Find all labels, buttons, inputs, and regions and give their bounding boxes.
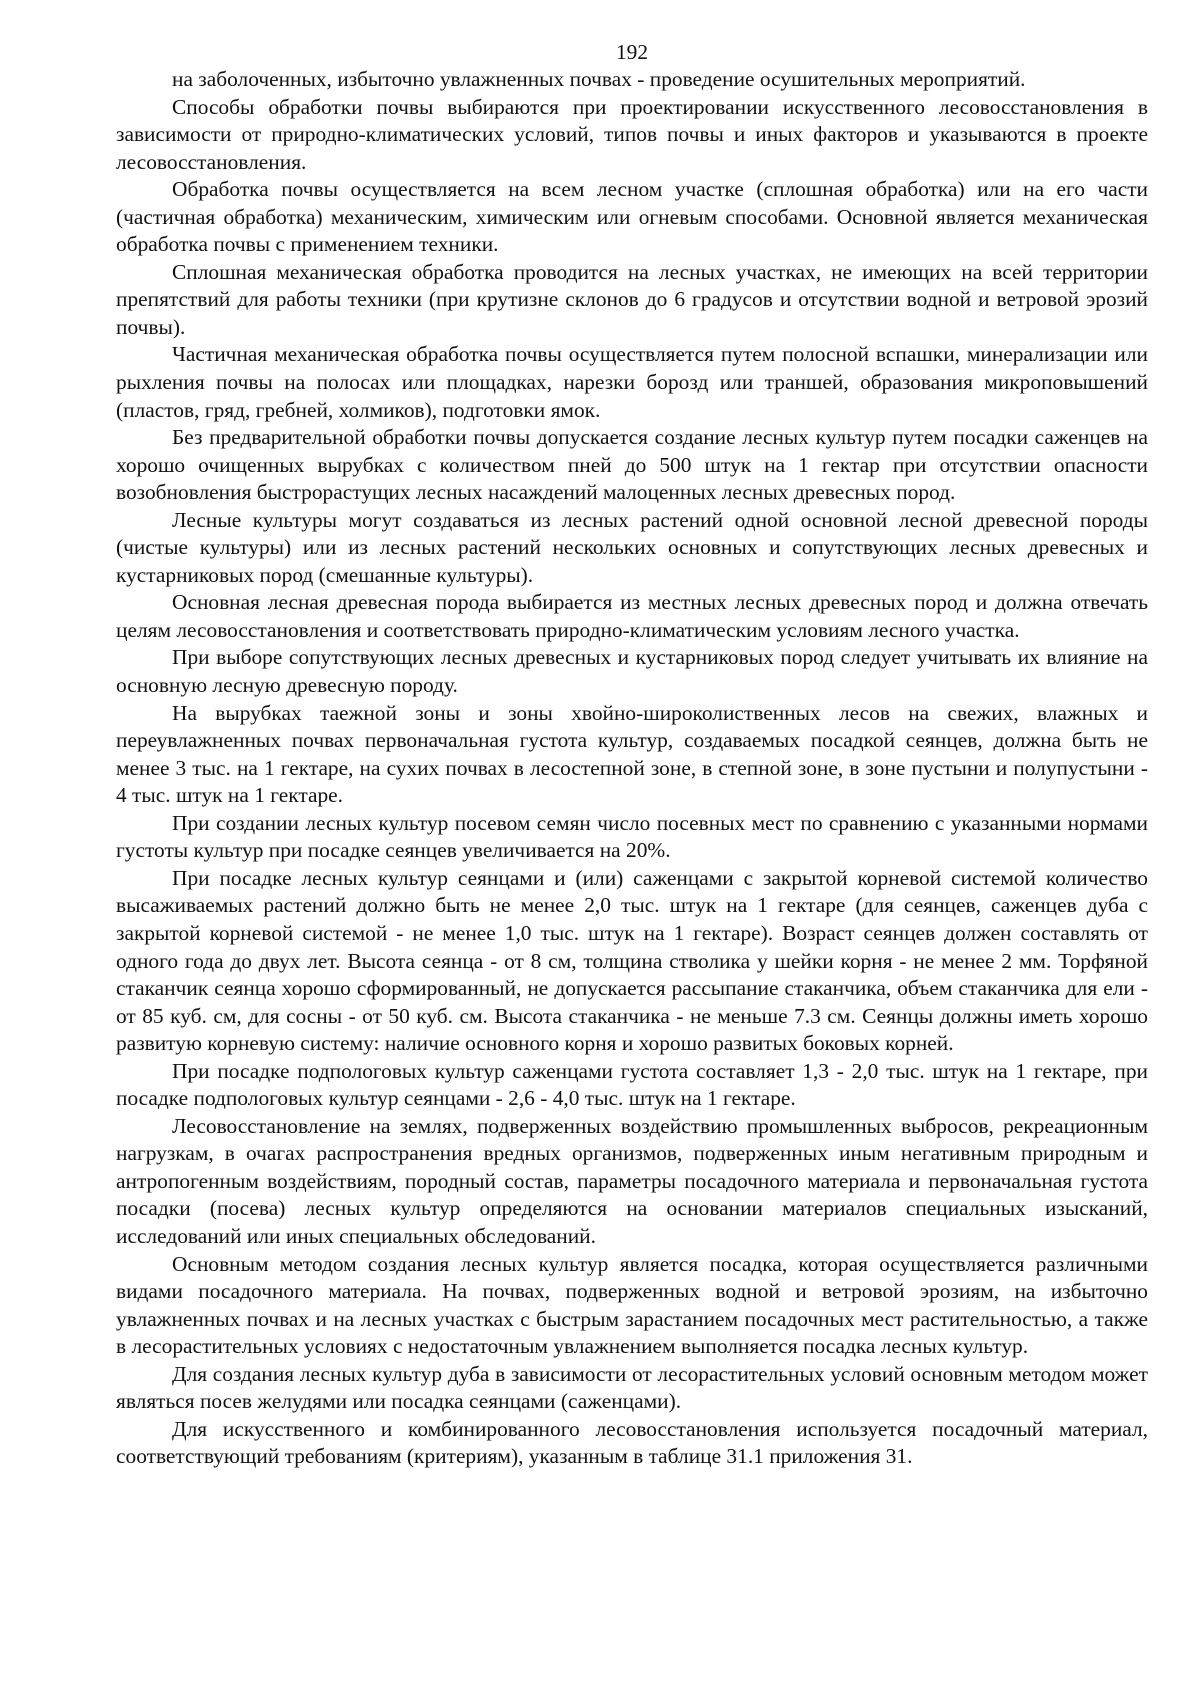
paragraph: Обработка почвы осуществляется на всем лесном участке (сплошная обработка) или на его части (частичная обработка) механическим, химическим или огневым способами. Основной является механическая обработка почвы с применением техники. (116, 177, 1148, 257)
paragraph: Для искусственного и комбинированного лесовосстановления используется посадочный материал, соответствующий требованиям (критериям), указанным в таблице 31.1 приложения 31. (116, 1416, 1148, 1469)
paragraph-continuation: на заболоченных, избыточно увлажненных почвах - проведение осушительных мероприятий. (172, 67, 1026, 91)
document-page (116, 38, 1148, 1668)
paragraph: При посадке подпологовых культур саженцами густота составляет 1,3 - 2,0 тыс. штук на 1 гектаре, при посадке подпологовых культур сеянцами - 2,6 - 4,0 тыс. штук на 1 гектаре. (116, 1058, 1148, 1111)
paragraph: Лесовосстановление на землях, подверженных воздействию промышленных выбросов, рекреационным нагрузкам, в очагах распространения вредных организмов, подверженных иным негативным природным и антропогенным воздействиям, породный состав, параметры посадочного материала и первоначальная густота посадки (посева) лесных культур определяются на основании материалов специальных изысканий, исследований или иных специальных обследований. (116, 1113, 1148, 1248)
paragraph: Основным методом создания лесных культур является посадка, которая осуществляется различными видами посадочного материала. На почвах, подверженных водной и ветровой эрозиям, на избыточно увлажненных почвах и на лесных участках с быстрым зарастанием посадочных мест растительностью, а также в лесорастительных условиях с недостаточным увлажнением выполняется посадка лесных культур. (116, 1251, 1148, 1359)
paragraph: При создании лесных культур посевом семян число посевных мест по сравнению с указанными нормами густоты культур при посадке сеянцев увеличивается на 20%. (116, 810, 1148, 863)
page-number: 192 (615, 40, 649, 64)
paragraph: Без предварительной обработки почвы допускается создание лесных культур путем посадки саженцев на хорошо очищенных вырубках с количеством пней до 500 штук на 1 гектар при отсутствии опасности возобновления быстрорастущих лесных насаждений малоценных лесных древесных пород. (116, 425, 1148, 505)
paragraph: Основная лесная древесная порода выбирается из местных лесных древесных пород и должна отвечать целям лесовосстановления и соответствовать природно-климатическим условиям лесного участка. (116, 590, 1148, 642)
paragraph: Для создания лесных культур дуба в зависимости от лесорастительных условий основным методом может являться посев желудями или посадка сеянцами (саженцами). (116, 1361, 1148, 1414)
paragraph: На вырубках таежной зоны и зоны хвойно-широколиственных лесов на свежих, влажных и переувлажненных почвах первоначальная густота культур, создаваемых посадкой сеянцев, должна быть не менее 3 тыс. на 1 гектаре, на сухих почвах в лесостепной зоне, в степной зоне, в зоне пустыни и полупустыни - 4 тыс. штук на 1 гектаре. (116, 700, 1148, 808)
paragraph: При выборе сопутствующих лесных древесных и кустарниковых пород следует учитывать их влияние на основную лесную древесную породу. (116, 645, 1148, 698)
paragraph: Частичная механическая обработка почвы осуществляется путем полосной вспашки, минерализации или рыхления почвы на полосах или площадках, нарезки борозд или траншей, образования микроповышений (пластов, гряд, гребней, холмиков), подготовки ямок. (116, 342, 1148, 422)
paragraph: При посадке лесных культур сеянцами и (или) саженцами с закрытой корневой системой количество высаживаемых растений должно быть не менее 2,0 тыс. штук на 1 гектаре (для сеянцев, саженцев дуба с закрытой корневой системой - не менее 1,0 тыс. штук на 1 гектаре). Возраст сеянцев должен составлять от одного года до двух лет. Высота сеянца - от 8 см, толщина стволика у шейки корня - не менее 2 мм. Торфяной стаканчик сеянца хорошо сформированный, не допускается рассыпание стаканчика, объем стаканчика для ели - от 85 куб. см, для сосны - от 50 куб. см. Высота стаканчика - не меньше 7.3 см. Сеянцы должны иметь хорошо развитую корневую систему: наличие основного корня и хорошо развитых боковых корней. (116, 865, 1148, 1056)
paragraph: Лесные культуры могут создаваться из лесных растений одной основной лесной древесной породы (чистые культуры) или из лесных растений нескольких основных и сопутствующих лесных древесных и кустарниковых пород (смешанные культуры). (116, 507, 1148, 587)
paragraph: Сплошная механическая обработка проводится на лесных участках, не имеющих на всей территории препятствий для работы техники (при крутизне склонов до 6 градусов и отсутствии водной и ветровой эрозий почвы). (116, 259, 1148, 339)
paragraph: Способы обработки почвы выбираются при проектировании искусственного лесовосстановления в зависимости от природно-климатических условий, типов почвы и иных факторов и указываются в проекте лесовосстановления. (116, 94, 1148, 174)
